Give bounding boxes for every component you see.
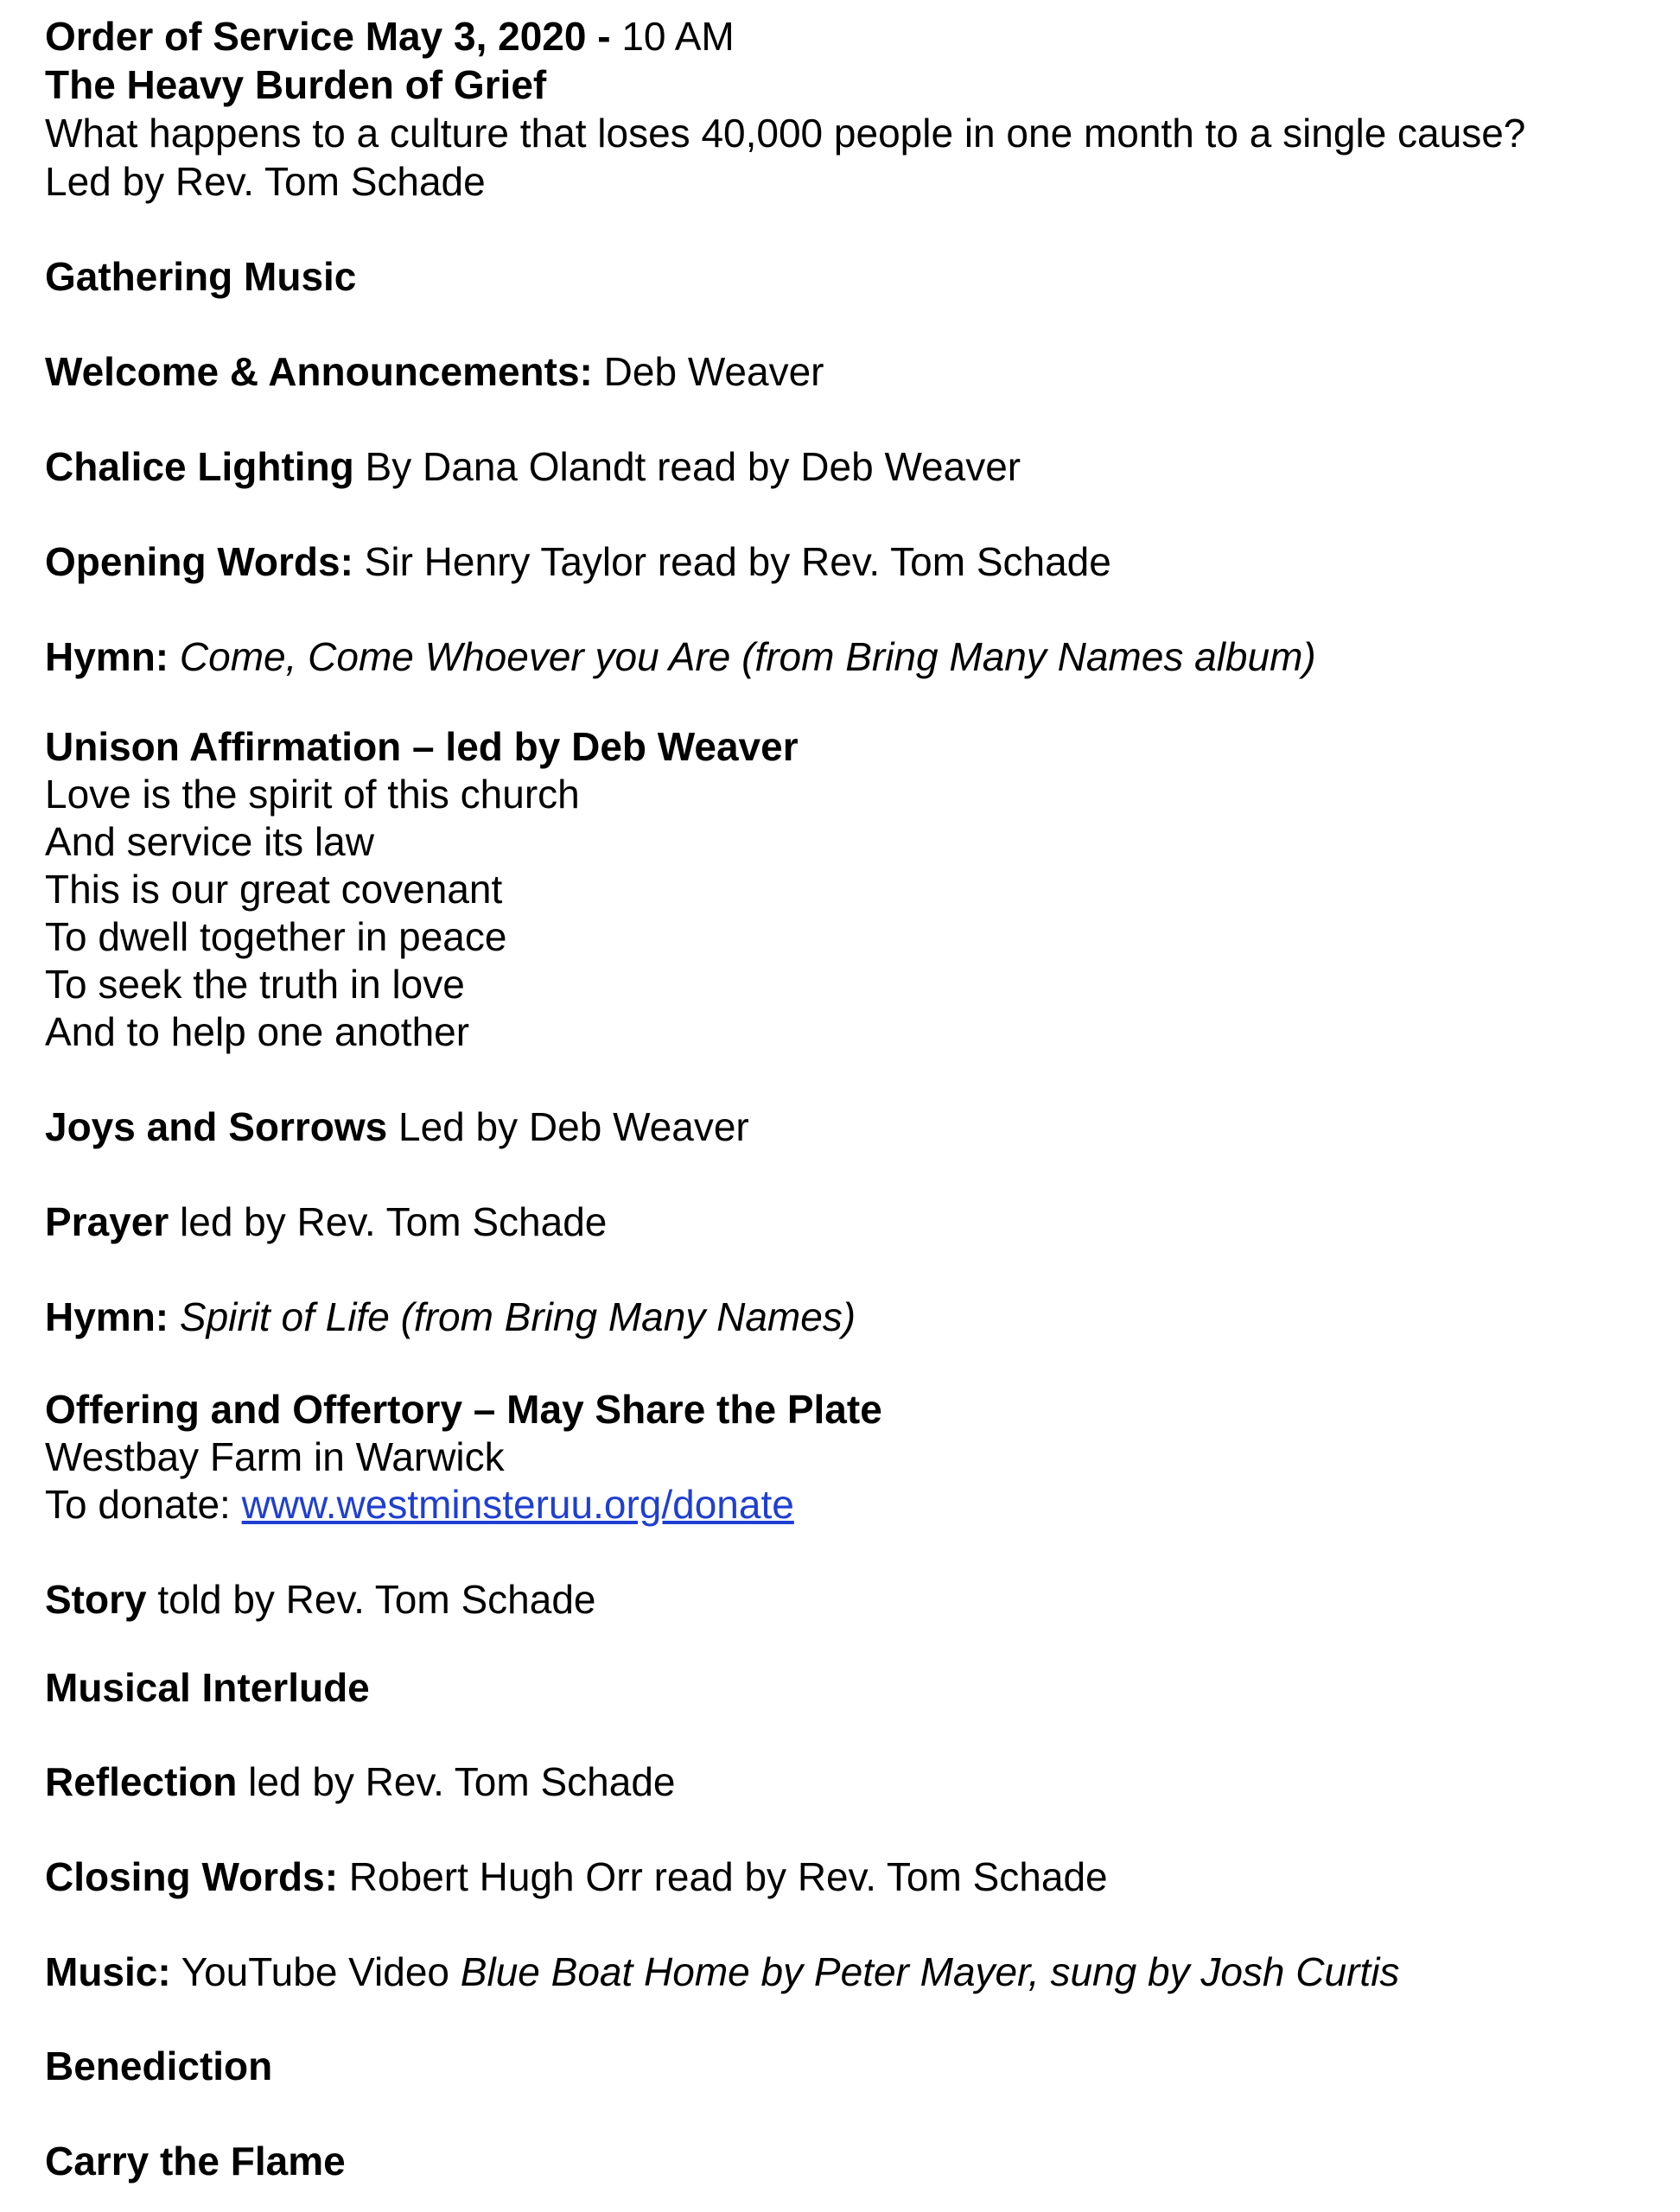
reflection-item: [45, 1758, 676, 1806]
hymn-2-text: Spirit of Life (from Bring Many Names): [169, 1294, 856, 1339]
joys-sorrows-item: [45, 1103, 749, 1151]
hymn-2-label: Hymn:: [45, 1294, 169, 1339]
welcome-label: Welcome & Announcements:: [45, 349, 593, 394]
donate-line: [45, 1480, 794, 1529]
sermon-title: The Heavy Burden of Grief: [45, 62, 547, 107]
hymn-1-label: Hymn:: [45, 634, 169, 679]
opening-label: Opening Words:: [45, 539, 353, 584]
donate-prefix: To donate:: [45, 1482, 242, 1527]
sermon-leader: Led by Rev. Tom Schade: [45, 159, 486, 204]
affirmation-heading: Unison Affirmation – led by Deb Weaver: [45, 724, 799, 769]
donate-link[interactable]: www.westminsteruu.org/donate: [241, 1482, 794, 1527]
prayer-label: Prayer: [45, 1199, 169, 1244]
order-of-service-document: [45, 0, 1652, 2212]
closing-label: Closing Words:: [45, 1854, 339, 1899]
joys-text: Led by Deb Weaver: [387, 1104, 749, 1149]
reflection-text: led by Rev. Tom Schade: [237, 1759, 676, 1804]
document-title: [45, 12, 735, 60]
affirmation-line: And service its law: [45, 819, 374, 864]
title-time: 10 AM: [610, 14, 735, 59]
closing-words-item: [45, 1853, 1108, 1901]
benediction-heading: Benediction: [45, 2044, 273, 2088]
chalice-label: Chalice Lighting: [45, 444, 354, 489]
music-text: YouTube Video: [170, 1949, 461, 1994]
welcome-item: [45, 347, 824, 396]
opening-words-item: [45, 537, 1111, 586]
opening-text: Sir Henry Taylor read by Rev. Tom Schade: [353, 539, 1111, 584]
hymn-1-item: [45, 632, 1316, 681]
music-label: Music:: [45, 1949, 171, 1994]
affirmation-line: This is our great covenant: [45, 867, 503, 912]
story-label: Story: [45, 1577, 147, 1622]
music-title: Blue Boat Home by Peter Mayer, sung by Josh Curtis: [460, 1949, 1400, 1994]
offering-heading: Offering and Offertory – May Share the Plate: [45, 1387, 882, 1432]
reflection-label: Reflection: [45, 1759, 238, 1804]
prayer-item: [45, 1198, 607, 1246]
chalice-item: [45, 442, 1021, 491]
affirmation-line: To dwell together in peace: [45, 914, 507, 959]
affirmation-line: And to help one another: [45, 1009, 470, 1054]
sermon-question: What happens to a culture that loses 40,000 people in one month to a single cause?: [45, 111, 1526, 156]
affirmation-line: Love is the spirit of this church: [45, 772, 580, 817]
offering-recipient: Westbay Farm in Warwick: [45, 1434, 505, 1479]
prayer-text: led by Rev. Tom Schade: [169, 1199, 608, 1244]
music-item: [45, 1948, 1399, 1996]
story-text: told by Rev. Tom Schade: [146, 1577, 596, 1622]
carry-the-flame-heading: Carry the Flame: [45, 2139, 346, 2183]
gathering-music-heading: Gathering Music: [45, 254, 357, 299]
title-date: Order of Service May 3, 2020 -: [45, 14, 611, 59]
chalice-text: By Dana Olandt read by Deb Weaver: [353, 444, 1021, 489]
welcome-text: Deb Weaver: [592, 349, 824, 394]
hymn-1-text: Come, Come Whoever you Are (from Bring Many Names album): [169, 634, 1316, 679]
story-item: [45, 1575, 596, 1624]
joys-label: Joys and Sorrows: [45, 1104, 388, 1149]
affirmation-line: To seek the truth in love: [45, 962, 465, 1007]
musical-interlude-heading: Musical Interlude: [45, 1665, 370, 1710]
closing-text: Robert Hugh Orr read by Rev. Tom Schade: [338, 1854, 1108, 1899]
hymn-2-item: [45, 1293, 856, 1341]
